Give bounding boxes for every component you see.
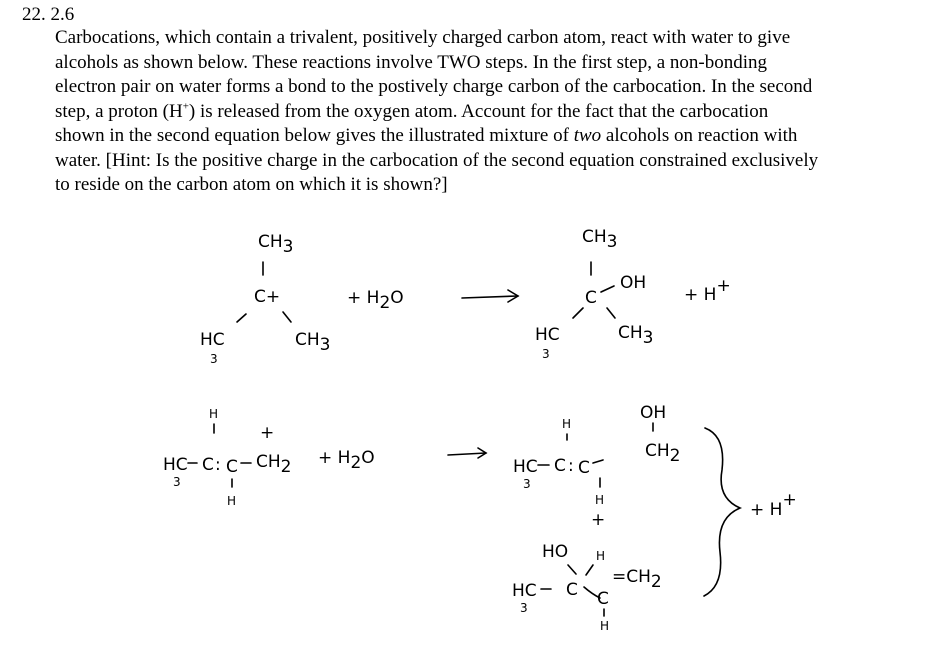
h3c-group: HC <box>200 330 225 350</box>
h3c-subscript: 3 <box>523 477 531 491</box>
reaction-arrow <box>448 448 486 458</box>
hydroxyl-group: OH <box>640 403 667 423</box>
problem-line: Carbocations, which contain a trivalent, positively charged carbon atom, react with water to give <box>55 27 791 48</box>
carbocation-carbon: C+ <box>254 287 281 307</box>
carbon-atom: C <box>554 456 566 476</box>
eq1-reactant <box>200 232 330 366</box>
ch3-group: CH3 <box>582 227 618 252</box>
reaction-arrow <box>462 290 518 302</box>
carbon-atom: C <box>578 458 590 478</box>
ch2-group: CH2 <box>645 441 681 466</box>
hydrogen-atom: H <box>562 417 572 431</box>
problem-line: to reside on the carbon atom on which it is shown?] <box>55 174 448 195</box>
hydroxyl-group: HO <box>542 542 569 562</box>
problem-line: shown in the second equation below gives the illustrated mixture of two alcohols on reaction with <box>55 125 798 146</box>
carbon-atom: C <box>226 457 238 477</box>
eq2-reactant <box>163 407 291 508</box>
hydrogen-atom: H <box>600 619 610 633</box>
carbon-atom: C <box>202 455 214 475</box>
resonance-dots: : <box>215 455 221 475</box>
product-carbon: C <box>585 288 597 308</box>
h3c-group: HC <box>163 455 188 475</box>
hydrogen-atom: H <box>227 494 237 508</box>
carbon-atom: C <box>566 580 578 600</box>
problem-line: electron pair on water forms a bond to the postively charge carbon of the carbocation. In the second <box>55 76 813 97</box>
problem-line: step, a proton (H+) is released from the oxygen atom. Account for the fact that the carbocation <box>55 100 769 122</box>
water-reagent: + H2O <box>318 448 375 473</box>
positive-charge: + <box>591 510 606 530</box>
hydrogen-atom: H <box>595 493 605 507</box>
bond-line <box>586 565 593 575</box>
problem-line: water. [Hint: Is the positive charge in the carbocation of the second equation constrained exclusively <box>55 149 819 171</box>
problem-line: alcohols as shown below. These reactions involve TWO steps. In the first step, a non-bonding <box>55 51 768 73</box>
proton-byproduct: + H+ <box>750 490 797 520</box>
ch2-group: CH2 <box>256 452 292 477</box>
ch3-group: CH3 <box>258 232 294 257</box>
ch2-group: =CH2 <box>612 567 662 592</box>
emphasis-two: two <box>573 125 602 146</box>
positive-charge: + <box>260 423 275 443</box>
bond-line <box>573 308 583 318</box>
h3c-subscript: 3 <box>210 352 218 366</box>
h3c-subscript: 3 <box>520 601 528 615</box>
h3c-group: HC <box>535 325 560 345</box>
water-reagent: + H2O <box>347 288 404 313</box>
product-brace <box>704 428 740 596</box>
bond-line <box>568 565 576 574</box>
proton-byproduct: + H+ <box>684 276 731 305</box>
h3c-subscript: 3 <box>173 475 181 489</box>
bond-line <box>601 286 614 292</box>
eq2-product-2 <box>512 542 662 633</box>
eq2-product-1 <box>513 403 680 530</box>
eq1-product <box>535 227 653 361</box>
ch3-group: CH3 <box>618 323 654 348</box>
h3c-group: HC <box>512 581 537 601</box>
resonance-dots: : <box>568 456 574 476</box>
problem-number: 22. 2.6 <box>22 4 75 25</box>
bond-line <box>283 312 291 322</box>
carbon-atom: C <box>597 589 609 609</box>
h3c-subscript: 3 <box>542 347 550 361</box>
bond-line <box>593 460 603 463</box>
hydrogen-atom: H <box>209 407 219 421</box>
h3c-group: HC <box>513 457 538 477</box>
bond-line <box>237 314 246 322</box>
ch3-group: CH3 <box>295 330 331 355</box>
bond-line <box>607 308 615 318</box>
hydroxyl-group: OH <box>620 273 647 293</box>
hydrogen-atom: H <box>596 549 606 563</box>
